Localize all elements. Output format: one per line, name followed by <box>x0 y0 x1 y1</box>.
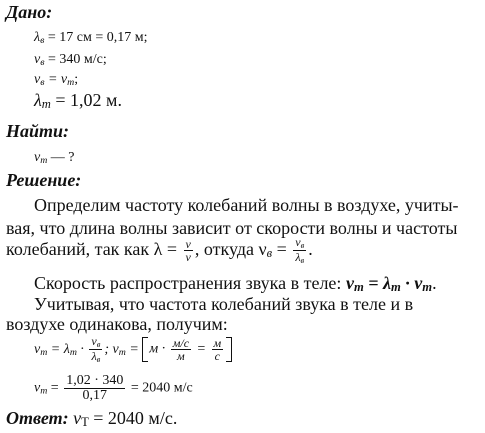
fraction-numerator-symbol: v <box>295 235 301 249</box>
given-frequency-equality <box>34 72 78 88</box>
given-wavelength-air-value: = 17 см = 0,17 м; <box>44 30 148 45</box>
fraction-v-over-lambda <box>293 236 306 266</box>
given-wavelength-body-symbol: λ <box>34 90 42 110</box>
f1-lambda-subscript: т <box>69 347 77 359</box>
fraction-denominator <box>293 251 306 265</box>
fraction-numerator-subscript: в <box>300 241 305 250</box>
given-wavelength-air-subscript: в <box>40 35 45 46</box>
solution-p1-text-a: колебаний, так как λ = <box>6 239 182 260</box>
formula-speed-body-derivation <box>34 335 232 365</box>
solution-paragraph1-line1: Определим частоту колебаний волны в воздухе, учиты- <box>34 195 459 215</box>
given-frequency-subscript: в <box>40 77 45 88</box>
solution-p2-end: . <box>432 273 437 293</box>
given-wavelength-body-subscript: т <box>41 97 51 111</box>
units-eq: = <box>193 342 210 358</box>
formula-dot-nu: · ν <box>400 273 423 293</box>
f2-eq: = <box>47 380 63 396</box>
f1-second-subscript: т <box>118 347 126 359</box>
f2-subscript: т <box>40 385 48 397</box>
given-wavelength-air-symbol: λ <box>34 30 41 45</box>
given-speed-air-symbol: v <box>34 52 41 67</box>
solution-p1-text-b: , откуда ν <box>194 239 267 260</box>
f2-result: = 2040 м/с <box>127 380 193 396</box>
solution-paragraph1-line3 <box>6 236 313 266</box>
f1-eq-lambda: = λ <box>47 342 70 358</box>
given-speed-air-subscript: в <box>40 57 45 68</box>
find-unknown <box>34 150 75 166</box>
solution-p1-text-d: . <box>308 239 313 260</box>
formula-subscript2: т <box>390 280 401 294</box>
fraction-denominator-symbol: λ <box>295 250 301 265</box>
f2-fraction <box>64 374 125 403</box>
given-frequency-end: ; <box>74 72 79 87</box>
f2-symbol: v <box>34 380 41 396</box>
f1-dot: · <box>76 342 88 358</box>
f1-fraction <box>89 335 102 365</box>
fraction-numerator: м <box>213 336 222 351</box>
fraction-numerator-symbol: v <box>91 334 97 348</box>
given-wavelength-body <box>34 90 122 112</box>
given-speed-air-value: = 340 м/с; <box>44 52 107 67</box>
fraction-numerator: v <box>185 237 191 252</box>
fraction-denominator-symbol: λ <box>91 349 97 364</box>
given-frequency-eq: = ν <box>44 72 68 87</box>
f1-second-symbol: ; v <box>104 342 119 358</box>
solution-p1-sub: в <box>266 246 273 261</box>
solution-p1-text-c: = <box>272 239 292 260</box>
solution-paragraph3-line1: Учитывая, что частота колебаний звука в теле и в <box>34 294 414 314</box>
given-frequency-symbol: ν <box>34 72 41 87</box>
given-wavelength-air <box>34 30 147 46</box>
solution-paragraph1-line2: вая, что длина волны зависит от скорости волны и частоты <box>6 218 458 238</box>
units-dot: · <box>158 342 169 358</box>
solution-paragraph3-line2: воздухе одинакова, получим: <box>6 314 228 334</box>
formula-subscript: т <box>353 280 364 294</box>
fraction-denominator <box>89 350 102 364</box>
fraction-numerator: 1,02 · 340 <box>66 373 124 388</box>
units-fraction1 <box>171 337 191 362</box>
answer-line <box>6 408 177 430</box>
formula-subscript3: т <box>422 280 433 294</box>
fraction-v-over-nu <box>184 238 193 263</box>
solution-p2-text: Скорость распространения звука в теле: <box>34 273 346 293</box>
formula-symbol: v <box>345 273 354 293</box>
solution-header: Решение: <box>6 170 82 190</box>
units-m: м <box>149 342 159 358</box>
find-symbol: v <box>34 150 41 165</box>
units-fraction2 <box>212 337 224 362</box>
fraction-numerator: м/с <box>172 336 190 351</box>
find-subscript: т <box>40 155 48 166</box>
fraction-denominator: м <box>177 349 185 364</box>
given-speed-air <box>34 52 107 68</box>
formula-speed-body-numeric <box>34 374 193 403</box>
f1-symbol: v <box>34 342 41 358</box>
fraction-numerator-subscript: в <box>96 340 101 349</box>
fraction-denominator: ν <box>185 250 191 265</box>
answer-value: = 2040 м/с. <box>88 408 178 428</box>
answer-header: Ответ: <box>6 408 69 428</box>
given-wavelength-body-value: = 1,02 м. <box>50 90 122 110</box>
f1-subscript: т <box>40 347 48 359</box>
solution-p2-formula <box>346 273 432 293</box>
f1-eq: = <box>125 342 143 358</box>
fraction-denominator-subscript: в <box>300 256 305 266</box>
given-header: Дано: <box>6 2 53 22</box>
units-bracket <box>142 337 232 362</box>
find-header: Найти: <box>6 121 70 141</box>
answer-symbol: v <box>73 408 82 428</box>
given-frequency-subscript2: т <box>67 77 75 88</box>
answer-subscript: Т <box>81 415 89 429</box>
fraction-numerator <box>89 335 102 350</box>
formula-eq-lambda: = λ <box>363 273 391 293</box>
fraction-denominator: 0,17 <box>82 388 108 403</box>
find-question: — ? <box>47 150 75 165</box>
fraction-denominator: с <box>214 349 220 364</box>
fraction-numerator <box>293 236 306 251</box>
fraction-denominator-subscript: в <box>96 355 101 365</box>
